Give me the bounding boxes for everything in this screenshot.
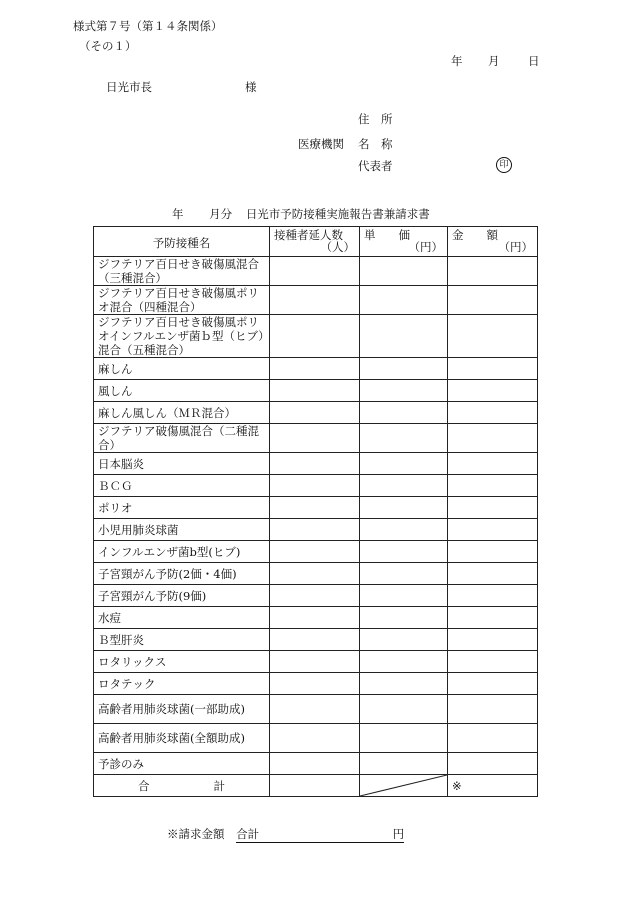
amount-cell[interactable]	[448, 607, 538, 629]
unit-price-cell[interactable]	[360, 651, 448, 673]
unit-price-cell[interactable]	[360, 629, 448, 651]
amount-cell[interactable]	[448, 753, 538, 775]
count-cell[interactable]	[270, 257, 360, 286]
vaccine-name-cell: ジフテリア百日せき破傷風混合（三種混合）	[94, 257, 270, 286]
vaccine-name-cell: 風しん	[94, 380, 270, 402]
claim-sum-label: 合計	[236, 827, 260, 841]
vaccine-name-cell: ポリオ	[94, 497, 270, 519]
claim-sum-field[interactable]	[236, 829, 404, 843]
unit-price-cell[interactable]	[360, 607, 448, 629]
table-row	[94, 753, 538, 775]
honorific: 様	[245, 80, 257, 94]
unit-price-cell[interactable]	[360, 315, 448, 358]
vaccine-name-cell: 高齢者用肺炎球菌(一部助成)	[94, 695, 270, 724]
claim-yen-unit: 円	[392, 827, 405, 841]
vaccine-name-cell: ジフテリア百日せき破傷風ポリオインフルエンザ菌ｂ型（ヒブ）混合（五種混合）	[94, 315, 270, 358]
amount-cell[interactable]	[448, 629, 538, 651]
count-cell[interactable]	[270, 453, 360, 475]
unit-price-cell[interactable]	[360, 257, 448, 286]
vaccine-name-cell: 予診のみ	[94, 753, 270, 775]
amount-cell[interactable]	[448, 651, 538, 673]
count-cell[interactable]	[270, 585, 360, 607]
total-count-cell[interactable]	[270, 775, 360, 797]
count-cell[interactable]	[270, 673, 360, 695]
count-cell[interactable]	[270, 424, 360, 453]
count-cell[interactable]	[270, 380, 360, 402]
count-cell[interactable]	[270, 475, 360, 497]
vaccine-name-cell: 子宮頸がん予防(2価・4価)	[94, 563, 270, 585]
amount-cell[interactable]	[448, 257, 538, 286]
count-cell[interactable]	[270, 651, 360, 673]
vaccine-name-cell: 麻しん風しん（ＭＲ混合）	[94, 402, 270, 424]
table-row	[94, 629, 538, 651]
unit-price-cell[interactable]	[360, 497, 448, 519]
amount-cell[interactable]	[448, 286, 538, 315]
count-cell[interactable]	[270, 753, 360, 775]
vaccine-name-cell: 小児用肺炎球菌	[94, 519, 270, 541]
amount-cell[interactable]	[448, 585, 538, 607]
table-row	[94, 257, 538, 286]
unit-price-cell[interactable]	[360, 695, 448, 724]
count-cell[interactable]	[270, 497, 360, 519]
count-cell[interactable]	[270, 563, 360, 585]
table-row	[94, 475, 538, 497]
diagonal-slash-icon	[360, 775, 447, 796]
amount-cell[interactable]	[448, 380, 538, 402]
table-row	[94, 402, 538, 424]
institution-label: 医療機関	[298, 137, 344, 151]
date-year-label: 年	[451, 54, 463, 68]
count-cell[interactable]	[270, 607, 360, 629]
table-row	[94, 563, 538, 585]
table-header-row	[94, 227, 538, 257]
representative-label: 代表者	[358, 159, 393, 173]
vaccine-name-cell: 日本脳炎	[94, 453, 270, 475]
unit-price-cell[interactable]	[360, 358, 448, 380]
table-row	[94, 497, 538, 519]
amount-cell[interactable]	[448, 315, 538, 358]
amount-cell[interactable]	[448, 402, 538, 424]
table-row	[94, 286, 538, 315]
count-cell[interactable]	[270, 286, 360, 315]
amount-cell[interactable]	[448, 358, 538, 380]
table-row	[94, 315, 538, 358]
unit-price-cell[interactable]	[360, 753, 448, 775]
unit-price-cell[interactable]	[360, 402, 448, 424]
vaccine-name-cell: ジフテリア破傷風混合（二種混合）	[94, 424, 270, 453]
unit-price-cell[interactable]	[360, 724, 448, 753]
count-cell[interactable]	[270, 629, 360, 651]
header-count: 接種者延人数 （人）	[270, 227, 360, 257]
unit-price-cell[interactable]	[360, 673, 448, 695]
unit-price-cell[interactable]	[360, 563, 448, 585]
claim-amount-line	[167, 829, 404, 843]
amount-cell[interactable]	[448, 475, 538, 497]
addressee: 日光市長	[106, 80, 152, 94]
unit-price-cell[interactable]	[360, 475, 448, 497]
vaccine-name-cell: 麻しん	[94, 358, 270, 380]
date-month-label: 月	[488, 54, 500, 68]
table-row	[94, 724, 538, 753]
vaccine-name-cell: ロタリックス	[94, 651, 270, 673]
count-cell[interactable]	[270, 695, 360, 724]
total-label: 合 計	[94, 775, 270, 797]
unit-price-cell[interactable]	[360, 541, 448, 563]
vaccine-name-cell: ＢＣＧ	[94, 475, 270, 497]
table-row	[94, 607, 538, 629]
unit-price-cell[interactable]	[360, 453, 448, 475]
unit-price-cell[interactable]	[360, 585, 448, 607]
title-year-label: 年	[172, 207, 184, 221]
amount-cell[interactable]	[448, 519, 538, 541]
amount-cell[interactable]	[448, 673, 538, 695]
form-number: 様式第７号（第１４条関係）	[73, 19, 223, 33]
count-cell[interactable]	[270, 358, 360, 380]
amount-cell[interactable]	[448, 541, 538, 563]
table-row	[94, 585, 538, 607]
vaccine-name-cell: ロタテック	[94, 673, 270, 695]
unit-price-cell[interactable]	[360, 286, 448, 315]
vaccine-name-cell: インフルエンザ菌b型(ヒブ)	[94, 541, 270, 563]
vaccine-name-cell: ジフテリア百日せき破傷風ポリオ混合（四種混合）	[94, 286, 270, 315]
table-row	[94, 541, 538, 563]
institution-name-label: 名 称	[358, 137, 393, 151]
amount-cell[interactable]	[448, 563, 538, 585]
table-row	[94, 519, 538, 541]
amount-cell[interactable]	[448, 453, 538, 475]
header-amount: 金 額 （円）	[448, 227, 538, 257]
header-unit-price: 単 価 （円）	[360, 227, 448, 257]
count-cell[interactable]	[270, 315, 360, 358]
unit-price-cell[interactable]	[360, 380, 448, 402]
table-row	[94, 358, 538, 380]
amount-cell[interactable]	[448, 424, 538, 453]
claim-label: ※請求金額	[167, 827, 225, 841]
count-cell[interactable]	[270, 402, 360, 424]
count-cell[interactable]	[270, 724, 360, 753]
total-amount-cell[interactable]: ※	[448, 775, 538, 797]
header-vaccine-name: 予防接種名	[94, 227, 270, 257]
document-title	[172, 209, 430, 221]
table-row	[94, 453, 538, 475]
amount-cell[interactable]	[448, 724, 538, 753]
total-price-slash	[360, 775, 448, 797]
vaccine-name-cell: 高齢者用肺炎球菌(全額助成)	[94, 724, 270, 753]
address-label: 住 所	[358, 112, 393, 126]
form-sub-number: （その１）	[79, 39, 137, 53]
total-row	[94, 775, 538, 797]
date-day-label: 日	[528, 54, 540, 68]
seal-icon: 印	[496, 157, 512, 173]
unit-price-cell[interactable]	[360, 424, 448, 453]
unit-price-cell[interactable]	[360, 519, 448, 541]
vaccination-report-table	[93, 226, 538, 797]
table-row	[94, 651, 538, 673]
table-row	[94, 673, 538, 695]
table-row	[94, 695, 538, 724]
vaccine-name-cell: Ｂ型肝炎	[94, 629, 270, 651]
vaccine-name-cell: 子宮頸がん予防(9価)	[94, 585, 270, 607]
table-row	[94, 424, 538, 453]
count-cell[interactable]	[270, 541, 360, 563]
count-cell[interactable]	[270, 519, 360, 541]
title-text: 日光市予防接種実施報告書兼請求書	[245, 207, 430, 221]
amount-cell[interactable]	[448, 497, 538, 519]
vaccine-name-cell: 水痘	[94, 607, 270, 629]
amount-cell[interactable]	[448, 695, 538, 724]
table-row	[94, 380, 538, 402]
title-month-label: 月分	[209, 207, 233, 221]
